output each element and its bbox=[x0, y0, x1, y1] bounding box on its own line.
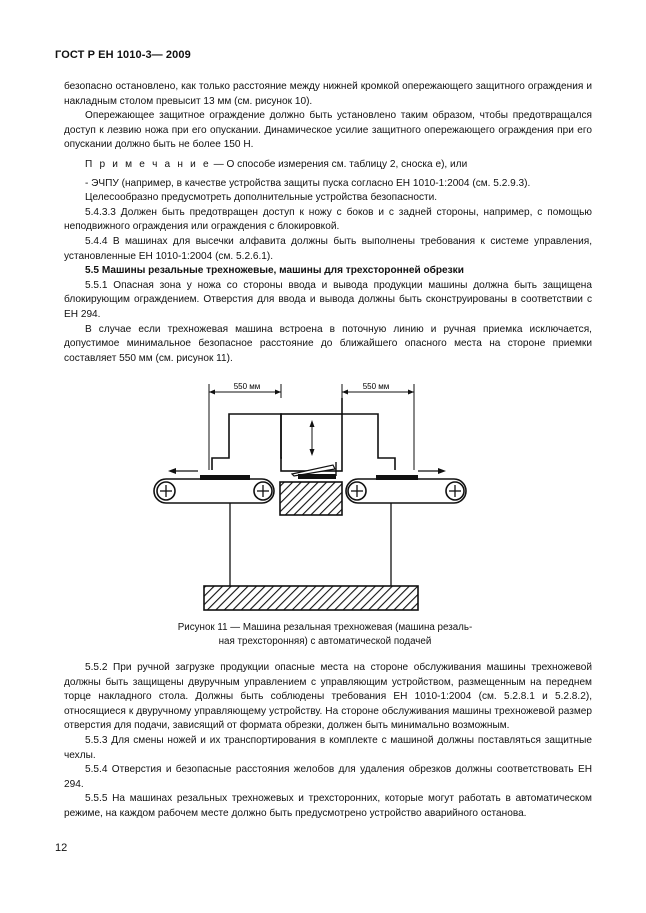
feed-arrow-right bbox=[418, 468, 446, 474]
machine-base-hatched bbox=[204, 586, 418, 610]
right-conveyor bbox=[346, 475, 466, 503]
left-conveyor bbox=[154, 475, 274, 503]
paragraph: 5.5.2 При ручной загрузке продукции опасные места на стороне обслуживания машины трехножевой должны быть защищены двуручным управлением с управляющим устройством, размещенным на переднем торце накладного стола. Должны быть соблюдены требования ЕН 1010-1:2004 (см. 5.2.8.1 и 5.2.8.2), относящиеся к двуручному управляющему устройству. На стороне обслуживания машины трехножевой размер отверстия для подачи, зависящий от формата обрезки, должен быть минимально возможным. bbox=[64, 662, 592, 732]
bottom-text-block bbox=[64, 661, 592, 822]
document-code-header: ГОСТ Р ЕН 1010-3— 2009 bbox=[55, 49, 191, 61]
figure-11-diagram bbox=[150, 378, 470, 613]
note-label: П р и м е ч а н и е bbox=[85, 158, 211, 170]
top-text-block bbox=[64, 80, 592, 366]
figure-caption bbox=[140, 621, 510, 649]
paragraph: безопасно остановлено, как только расстояние между нижней кромкой опережающего защитного ограждения и накладным столом превысит 13 мм (см. рисунок 10). bbox=[64, 81, 592, 107]
paragraph: 5.5.1 Опасная зона у ножа со стороны ввода и вывода продукции машины должна быть защищена блокирующим ограждением. Отверстия для ввода и вывода должны быть сконструированы в соответствии с ЕН 294. bbox=[64, 279, 592, 320]
paragraph: 5.4.4 В машинах для высечки алфавита должны быть выполнены требования к системе управления, установленные ЕН 1010-1:2004 (см. 5.2.6.1). bbox=[64, 235, 592, 262]
dimension-left-label: 550 мм bbox=[233, 382, 261, 391]
cutting-table-hatched bbox=[280, 482, 342, 515]
paragraph: Опережающее защитное ограждение должно быть установлено таким образом, чтобы предотвращался доступ к лезвию ножа при его опускании. Динамическое усилие защитного опережающего ограждения при его опускании должно быть не более 150 Н. bbox=[64, 110, 592, 151]
feed-arrow-left bbox=[168, 468, 198, 474]
paragraph: 5.5.3 Для смены ножей и их транспортирования в комплекте с машиной должны поставляться защитные чехлы. bbox=[64, 734, 592, 761]
paragraph: Целесообразно предусмотреть дополнительные устройства безопасности. bbox=[85, 192, 438, 204]
caption-line-1: Рисунок 11 — Машина резальная трехножевая (машина резаль- bbox=[177, 622, 473, 633]
note-paragraph bbox=[64, 158, 592, 173]
caption-line-2: ная трехсторонняя) с автоматической подачей bbox=[218, 636, 432, 647]
trimmer-machine-drawing bbox=[150, 378, 470, 613]
paragraph: 5.5.5 На машинах резальных трехножевых и трехсторонних, которые могут работать в автоматическом режиме, на каждом рабочем месте должно быть предусмотрено устройство аварийного останова. bbox=[64, 793, 592, 819]
paragraph: 5.5.4 Отверстия и безопасные расстояния желобов для удаления обрезков должны соответствовать ЕН 294. bbox=[64, 764, 592, 790]
paragraph: - ЭЧПУ (например, в качестве устройства защиты пуска согласно ЕН 1010-1:2004 (см. 5.2.9.3). bbox=[85, 177, 531, 189]
paragraph: В случае если трехножевая машина встроена в поточную линию и ручная приемка исключается, допустимое минимальное безопасное расстояние до ближайшего опасного места на стороне приемки составляет 550 мм (см. рисунок 11). bbox=[64, 323, 592, 364]
dimension-right-label: 550 мм bbox=[362, 382, 390, 391]
note-text: — О способе измерения см. таблицу 2, сноска е), или bbox=[210, 158, 468, 170]
paragraph: 5.4.3.3 Должен быть предотвращен доступ к ножу с боков и с задней стороны, например, с помощью неподвижного ограждения или ограждения с блокировкой. bbox=[64, 206, 592, 233]
dimension-left bbox=[209, 382, 281, 470]
guard-outline bbox=[212, 414, 282, 470]
page-number: 12 bbox=[55, 842, 68, 854]
section-heading: 5.5 Машины резальные трехножевые, машины для трехсторонней обрезки bbox=[85, 265, 464, 277]
